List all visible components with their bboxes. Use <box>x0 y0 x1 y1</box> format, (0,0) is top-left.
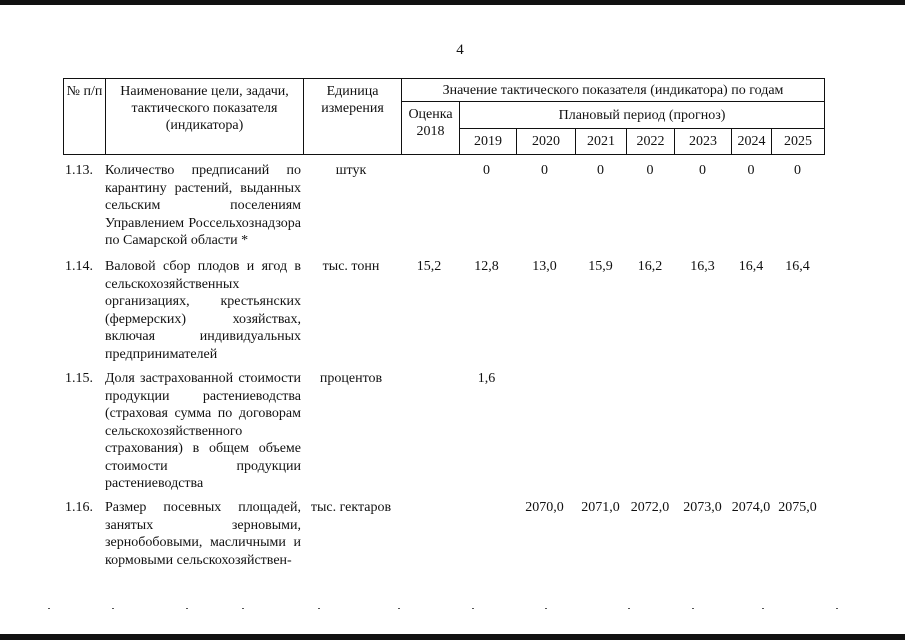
value-2021: 0 <box>597 163 604 178</box>
indicator-name: Размер посевных площадей, занятых зерновыми, зернобобовыми, масличными и кормовыми сельскохозяйствен- <box>105 500 301 568</box>
indicator-name: Доля застрахованной стоимости продукции растениеводства (страховая сумма по договорам сельскохозяйственного страхования) в общем объеме стоимости продукции растениеводства <box>105 371 301 491</box>
estimate-value: 15,2 <box>416 259 442 274</box>
value-2021: 2071,0 <box>581 500 620 515</box>
row-number: 1.13. <box>65 163 93 178</box>
value-2025: 16,4 <box>785 259 810 274</box>
indicator-unit: штук <box>335 163 367 178</box>
indicator-unit: тыс. гектаров <box>310 500 392 515</box>
value-2024: 2074,0 <box>731 500 771 515</box>
value-2019: 12,8 <box>474 259 499 274</box>
header-values: Значение тактического показателя (индикатора) по годам <box>402 79 825 102</box>
value-2019: 0 <box>483 163 490 178</box>
value-2024: 0 <box>747 163 755 178</box>
value-2021: 15,9 <box>588 259 613 274</box>
value-2025: 2075,0 <box>778 500 817 515</box>
header-year: 2020 <box>517 129 576 155</box>
header-year: 2025 <box>772 129 825 155</box>
header-name: Наименование цели, задачи, тактического показателя (индикатора) <box>106 79 304 155</box>
page-number: 4 <box>456 42 464 58</box>
header-year: 2021 <box>576 129 627 155</box>
value-2022: 16,2 <box>637 259 663 274</box>
value-2025: 0 <box>794 163 801 178</box>
scan-dot-noise <box>0 604 905 614</box>
indicator-name: Количество предписаний по карантину растений, выданных сельским поселениям Управлением Россельхознадзора по Самарской области * <box>105 163 301 248</box>
row-number: 1.14. <box>65 259 93 274</box>
value-2022: 0 <box>646 163 654 178</box>
header-year: 2022 <box>627 129 675 155</box>
header-plan-period: Плановый период (прогноз) <box>460 102 825 129</box>
value-2020: 2070,0 <box>525 500 564 515</box>
header-estimate: Оценка 2018 <box>402 102 460 155</box>
indicator-unit: процентов <box>319 371 383 386</box>
value-2020: 0 <box>541 163 548 178</box>
indicator-unit: тыс. тонн <box>322 259 380 274</box>
header-year: 2023 <box>675 129 732 155</box>
header-year: 2024 <box>732 129 772 155</box>
value-2024: 16,4 <box>738 259 764 274</box>
scan-border-bottom <box>0 634 905 640</box>
header-num: № п/п <box>64 79 106 155</box>
value-2020: 13,0 <box>532 259 557 274</box>
header-year: 2019 <box>460 129 517 155</box>
row-number: 1.16. <box>65 500 93 515</box>
indicator-name: Валовой сбор плодов и ягод в сельскохозяйственных организациях, крестьянских (фермерских) хозяйствах, включая индивидуальных предпринимателей <box>105 259 301 362</box>
value-2023: 2073,0 <box>683 500 722 515</box>
value-2023: 0 <box>699 163 706 178</box>
value-2023: 16,3 <box>690 259 715 274</box>
indicator-table-header <box>63 78 825 155</box>
value-2022: 2072,0 <box>630 500 670 515</box>
row-number: 1.15. <box>65 371 93 386</box>
header-unit: Единица измерения <box>304 79 402 155</box>
value-2019: 1,6 <box>477 371 496 386</box>
scan-border-top <box>0 0 905 5</box>
